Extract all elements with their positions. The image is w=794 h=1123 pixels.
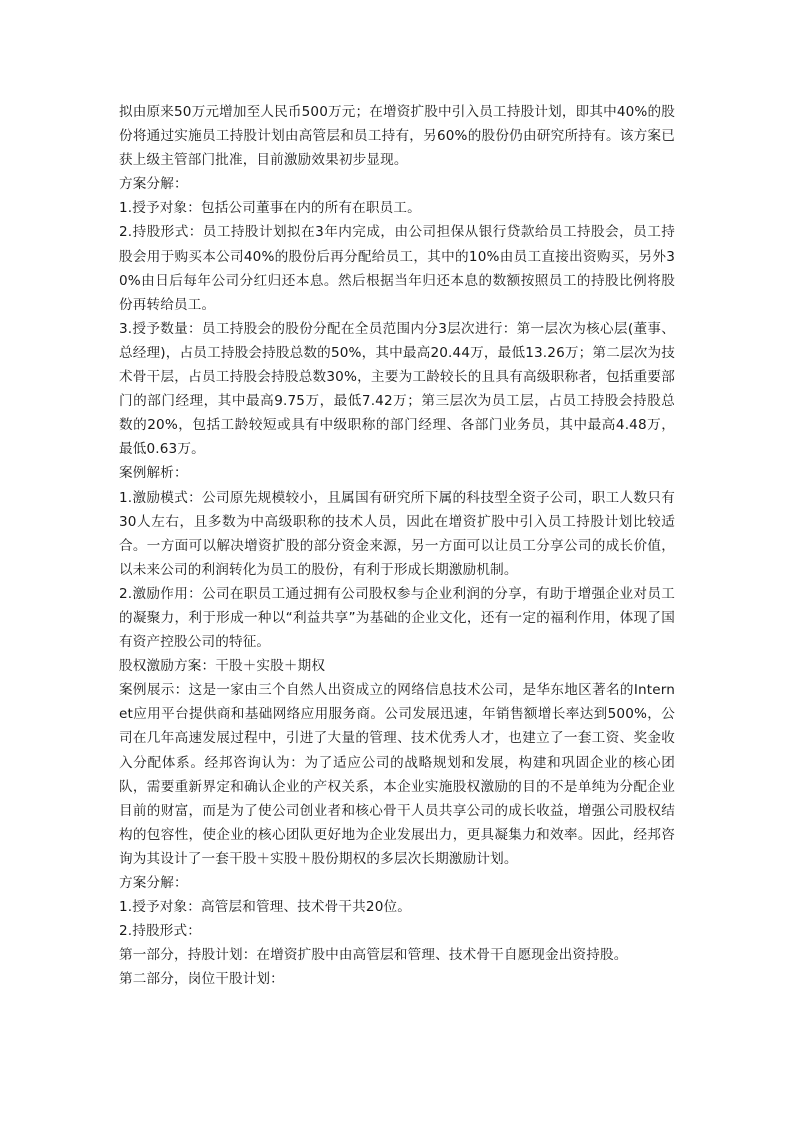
paragraph-case-display: 案例展示：这是一家由三个自然人出资成立的网络信息技术公司，是华东地区著名的Internet应用平台提供商和基础网络应用服务商。公司发展迅速，年销售额增长率达到500%，公司在几年高速发展过程中，引进了大量的管理、技术优秀人才，也建立了一套工资、奖金收入分配体系。经邦咨询认为：为了适应公司的战略规划和发展，构建和巩固企业的核心团队，需要重新界定和确认企业的产权关系，本企业实施股权激励的目的不是单纯为分配企业目前的财富，而是为了使公司创业者和核心骨干人员共享公司的成长收益，增强公司股权结构的包容性，使企业的核心团队更好地为企业发展出力，更具凝集力和效率。因此，经邦咨询为其设计了一套干股＋实股＋股份期权的多层次长期激励计划。 (119, 682, 675, 867)
heading-case-analysis: 案例解析： (119, 465, 188, 482)
heading-plan-breakdown-2: 方案分解： (119, 875, 188, 891)
document-body (119, 100, 675, 991)
heading-equity-scheme: 股权激励方案：干股＋实股＋期权 (119, 658, 326, 675)
paragraph-holding-form-2: 2.持股形式： (119, 923, 201, 940)
paragraph-grant-target-2: 1.授予对象：高管层和管理、技术骨干共20位。 (119, 899, 411, 916)
paragraph-capital-increase: 拟由原来50万元增加至人民币500万元；在增资扩股中引入员工持股计划，即其中40%的股份将通过实施员工持股计划由高管层和员工持有，另60%的股份仍由研究所持有。该方案已获上级主管部门批准，目前激励效果初步显现。 (119, 104, 675, 169)
paragraph-part-two: 第二部分，岗位干股计划： (119, 971, 284, 988)
paragraph-part-one: 第一部分，持股计划：在增资扩股中由高管层和管理、技术骨干自愿现金出资持股。 (119, 947, 628, 964)
paragraph-grant-target: 1.授予对象：包括公司董事在内的所有在职员工。 (119, 200, 421, 217)
paragraph-grant-quantity: 3.授予数量：员工持股会的股份分配在全员范围内分3层次进行：第一层次为核心层(董事、总经理)，占员工持股会持股总数的50%，其中最高20.44万，最低13.26万；第二层次为技术骨干层，占员工持股会持股总数30%，主要为工龄较长的且具有高级职称者，包括重要部门的部门经理，其中最高9.75万，最低7.42万；第三层次为员工层，占员工持股会持股总数的20%，包括工龄较短或具有中级职称的部门经理、各部门业务员，其中最高4.48万，最低0.63万。 (119, 320, 675, 458)
paragraph-holding-form: 2.持股形式：员工持股计划拟在3年内完成，由公司担保从银行贷款给员工持股会，员工持股会用于购买本公司40%的股份后再分配给员工，其中的10%由员工直接出资购买，另外30%由日后每年公司分红归还本息。然后根据当年归还本息的数额按照员工的持股比例将股份再转给员工。 (119, 224, 675, 313)
paragraph-incentive-mode: 1.激励模式：公司原先规模较小，且属国有研究所下属的科技型全资子公司，职工人数只有30人左右，且多数为中高级职称的技术人员，因此在增资扩股中引入员工持股计划比较适合。一方面可以解决增资扩股的部分资金来源，另一方面可以让员工分享公司的成长价值，以未来公司的利润转化为员工的股份，有利于形成长期激励机制。 (119, 489, 675, 578)
heading-plan-breakdown: 方案分解： (119, 176, 188, 193)
paragraph-incentive-effect: 2.激励作用：公司在职员工通过拥有公司股权参与企业利润的分享，有助于增强企业对员工的凝聚力，利于形成一种以“利益共享”为基础的企业文化，还有一定的福利作用，体现了国有资产控股公司的特征。 (119, 585, 675, 651)
